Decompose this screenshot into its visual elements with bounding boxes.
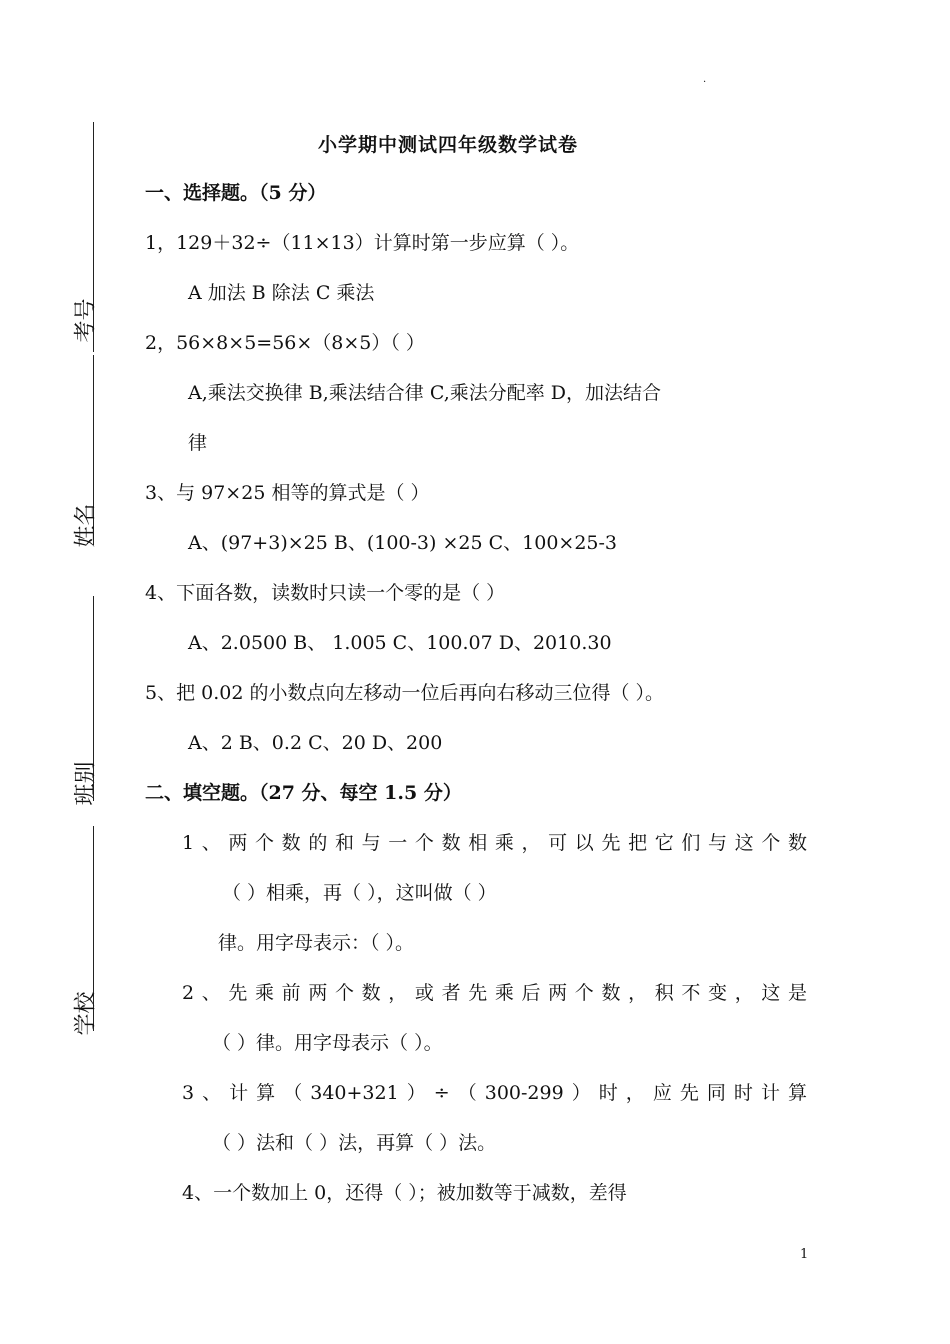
question-3-options: A、(97+3)×25 B、(100-3) ×25 C、100×25-3 (188, 532, 618, 554)
question-1-options: A 加法 B 除法 C 乘法 (188, 282, 375, 304)
question-3: 3、与 97×25 相等的算式是（ ） (145, 482, 430, 504)
question-4-options: A、2.0500 B、 1.005 C、100.07 D、2010.30 (188, 632, 612, 654)
section2-heading: 二、填空题。（27 分、每空 1.5 分） (145, 782, 462, 804)
fill-q2-line2: （ ）律。用字母表示（ ）。 (212, 1032, 443, 1054)
question-2-options: A,乘法交换律 B,乘法结合律 C,乘法分配率 D，加法结合 (188, 382, 662, 404)
fill-q1-line3: 律。用字母表示：（ ）。 (218, 932, 415, 954)
fill-q1-line1: 1、两个数的和与一个数相乘，可以先把它们与这个数 (182, 832, 807, 854)
page-title: 小学期中测试四年级数学试卷 (318, 134, 579, 156)
question-5: 5、把 0.02 的小数点向左移动一位后再向右移动三位得（ ）。 (145, 682, 665, 704)
fill-q4-line1: 4、一个数加上 0，还得（ ）；被加数等于减数，差得 (182, 1182, 627, 1204)
sidebar-name: 姓名 (73, 503, 99, 548)
page-number: 1 (800, 1247, 809, 1262)
question-1: 1，129＋32÷（11×13）计算时第一步应算（ ）。 (145, 232, 580, 254)
question-5-options: A、2 B、0.2 C、20 D、200 (188, 732, 443, 754)
sidebar-school: 学校 (73, 991, 99, 1036)
fill-q3-line2: （ ）法和（ ）法，再算（ ）法。 (212, 1132, 497, 1154)
top-mark: . (703, 74, 707, 85)
fill-q1-line2: （ ）相乘，再（ ），这叫做（ ） (222, 882, 497, 904)
section1-heading: 一、选择题。（5 分） (145, 182, 327, 204)
fill-q3-line1: 3、计算（340+321）÷（300-299）时，应先同时计算 (182, 1082, 807, 1104)
sidebar-class: 班别 (73, 761, 99, 806)
fill-q2-line1: 2、先乘前两个数，或者先乘后两个数，积不变，这是 (182, 982, 807, 1004)
question-2: 2，56×8×5=56×（8×5）（ ） (145, 332, 425, 354)
question-2-options-cont: 律 (188, 432, 208, 454)
sidebar-exam-no: 考号 (73, 298, 99, 343)
question-4: 4、下面各数，读数时只读一个零的是（ ） (145, 582, 506, 604)
